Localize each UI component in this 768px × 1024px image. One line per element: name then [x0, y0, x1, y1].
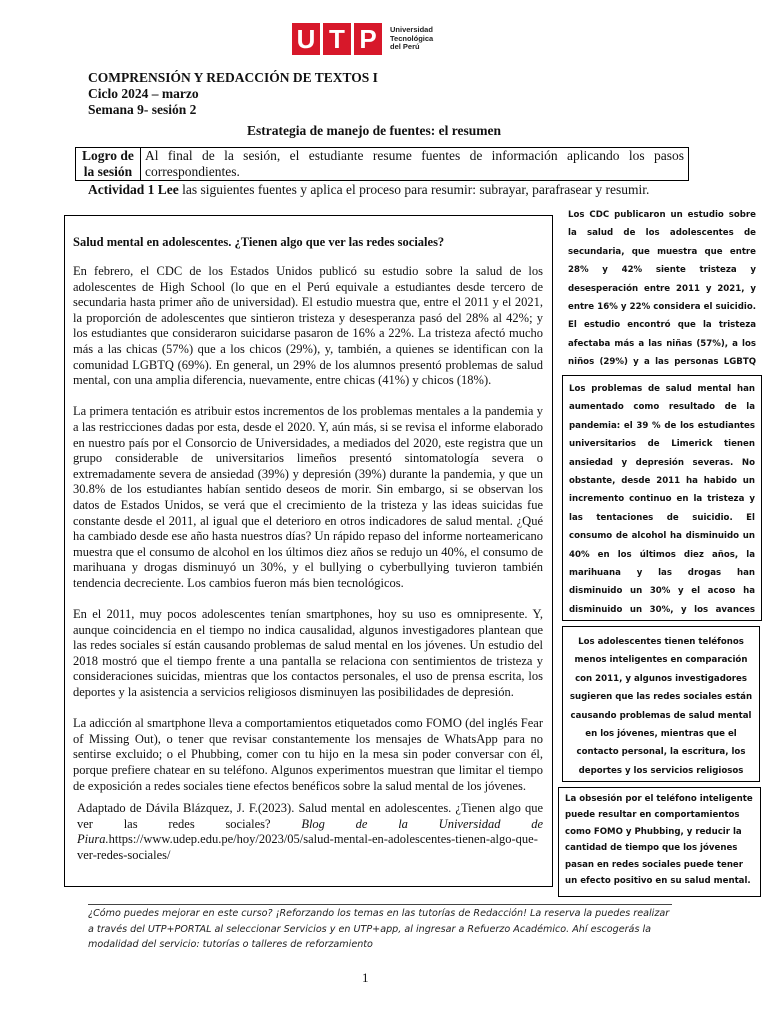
article-paragraph: La adicción al smartphone lleva a comportamientos etiquetados como FOMO (del inglés Fear of Missing Out), o tener que revisar constantemente los mensajes de WhatsApp para no sentirse excluido; o el Phubbing, comer con tu hijo en la mesa sin poder conversar con él, porque prefiere chatear en su teléfono. Algunos experimentos muestran que limitar el tiempo de exposición a redes sociales tiene efectos benéficos sobre la salud mental de los jóvenes.: [73, 716, 543, 793]
citation-url: https://www.udep.edu.pe/hoy/2023/05/salud-mental-en-adolescentes-tienen-algo-que-ver-redes-sociales/: [77, 832, 538, 862]
logo-university-name: Universidad Tecnológica del Perú: [390, 25, 434, 52]
summary-box: Los problemas de salud mental han aumentado como resultado de la pandemia: el 39 % de los estudiantes universitarios de Limerick tienen ansiedad y depresión severas. No obstante, desde 2011 ha habido un incremento continuo en la tristeza y las tentaciones de suicidio. El consumo de alcohol ha disminuido un 40% en los últimos diez años, la marihuana y las drogas han disminuido un 30% y el acoso ha disminuido un 30%, y los avances: [562, 375, 762, 621]
article-box: [64, 215, 553, 887]
article-paragraph: La primera tentación es atribuir estos incrementos de los problemas mentales a la pandemia y a las restricciones dadas por esta, desde el 2020. Y, aún más, si se revisa el informe elaborado en nuestro país por el Consorcio de Universidades, a mediados del 2020, este registra que un grupo considerable de universitarios limeños presentó sintomatología severa o extremadamente severa de ansiedad (39%) y depresión (39%) durante la pandemia, y que un 30.8% de los estudiantes habían sentido deseos de morir. Sin embargo, si se observan los datos de Estados Unidos, se verá que el crecimiento de la tristeza y las ideas suicidas fue constante desde el 2011, al igual que el deterioro en otros indicadores de salud mental. ¿Qué ha cambiado desde ese año hasta nuestros días? Un rápido repaso del informe norteamericano muestra que el consumo de alcohol en los últimos diez años se redujo un 40%, el consumo de marihuana y drogas disminuyó un 30%, y el bullying o cyberbullying tuvieron también tendencia decreciente. Los cambios fueron más bien tecnológicos.: [73, 404, 543, 590]
logo-letter-u: U: [292, 23, 320, 55]
page-number: 1: [362, 970, 369, 985]
session-goal-table: [75, 147, 689, 181]
article-paragraph: En el 2011, muy pocos adolescentes tenían smartphones, hoy su uso es omnipresente. Y, aunque coincidencia en el tiempo no indica causalidad, algunos investigadores plantean que las redes sociales sí están causando problemas de salud mental en los jóvenes. Un estudio del 2018 mostró que el tiempo frente a una pantalla se relaciona con sentimientos de tristeza y consideraciones suicidas, mientras que los contactos personales, el uso de prensa escrita, los deportes y la asistencia a servicios religiosos disminuyen las posibilidades de depresión.: [73, 607, 543, 700]
article-paragraph: En febrero, el CDC de los Estados Unidos publicó su estudio sobre la salud de los adolescentes de High School (lo que en el Perú equivale a estudiantes desde tercero de secundaria hasta primer año de universidad). El estudio muestra que, entre el 2011 y el 2021, la proporción de adolescentes que sintieron tristeza y desesperanza pasó del 28% al 42%; y los estudiantes que consideraron suicidarse pasaron de 16% a 22%. La tristeza afectó mucho más a las chicas (57%) que a los chicos (29%), y, también, a quienes se identifican con la comunidad LGBTQ (69%). En general, un 29% de los alumnos presentó problemas de salud mental, con una amplia diferencia, nuevamente, entre chicas (41%) y chicos (18%).: [73, 264, 543, 388]
activity-label: Actividad 1 Lee: [88, 182, 179, 197]
article-body: [73, 264, 543, 810]
session-goal-text: Al final de la sesión, el estudiante resume fuentes de información aplicando los pasos correspondientes.: [141, 148, 689, 181]
course-title: COMPRENSIÓN Y REDACCIÓN DE TEXTOS I: [88, 70, 378, 85]
utp-logo: [292, 22, 433, 56]
footer-note: ¿Cómo puedes mejorar en este curso? ¡Reforzando los temas en las tutorías de Redacción! La reserva la puedes realizar a través del UTP+PORTAL al seleccionar Servicios y en UTP+app, al ingresar a Refuerzo Académico. Ahí escogerás la modalidad del servicio: tutorías o talleres de reforzamiento: [88, 908, 670, 950]
activity-instruction: [88, 182, 649, 198]
week-label: Semana 9- sesión 2: [88, 102, 197, 117]
session-goal-label: Logro de la sesión: [76, 148, 141, 181]
summary-box: Los adolescentes tienen teléfonos menos inteligentes en comparación con 2011, y algunos investigadores sugieren que las redes sociales están causando problemas de salud mental en los jóvenes, mientras que el contacto personal, la escritura, los deportes y los servicios religiosos: [562, 626, 760, 782]
summary-box: La obsesión por el teléfono inteligente puede resultar en comportamientos como FOMO y Phubbing, y reducir la cantidad de tiempo que los jóvenes pasan en redes sociales puede tener un efecto positivo en su salud mental.: [558, 787, 761, 897]
session-subtitle: Estrategia de manejo de fuentes: el resumen: [247, 123, 501, 138]
activity-text: las siguientes fuentes y aplica el proceso para resumir: subrayar, parafrasear y resumir.: [178, 182, 650, 197]
logo-letter-t: T: [323, 23, 351, 55]
article-title: Salud mental en adolescentes. ¿Tienen algo que ver las redes sociales?: [73, 235, 445, 249]
article-citation: Adaptado de Dávila Blázquez, J. F.(2023). Salud mental en adolescentes. ¿Tienen algo que ver las redes sociales? Blog de la Universidad de Piura.https://www.udep.edu.pe/hoy/2023/05/salud-mental-en-adolescentes-tienen-algo-que-ver-redes-sociales/: [77, 801, 543, 862]
footer-divider: [88, 904, 672, 905]
citation-source: Blog de la Universidad de Piura.: [77, 816, 543, 847]
logo-letter-p: P: [354, 23, 382, 55]
document-header: [88, 70, 378, 118]
summary-box: Los CDC publicaron un estudio sobre la salud de los adolescentes de secundaria, que muestra que entre 28% y 42% siente tristeza y desesperación entre 2011 y 2021, y entre 16% y 22% considera el suicidio. El estudio encontró que la tristeza afectaba más a las niñas (57%), a los niños (29%) y a las personas LGBTQ: [568, 210, 756, 368]
cycle-label: Ciclo 2024 – marzo: [88, 86, 199, 101]
